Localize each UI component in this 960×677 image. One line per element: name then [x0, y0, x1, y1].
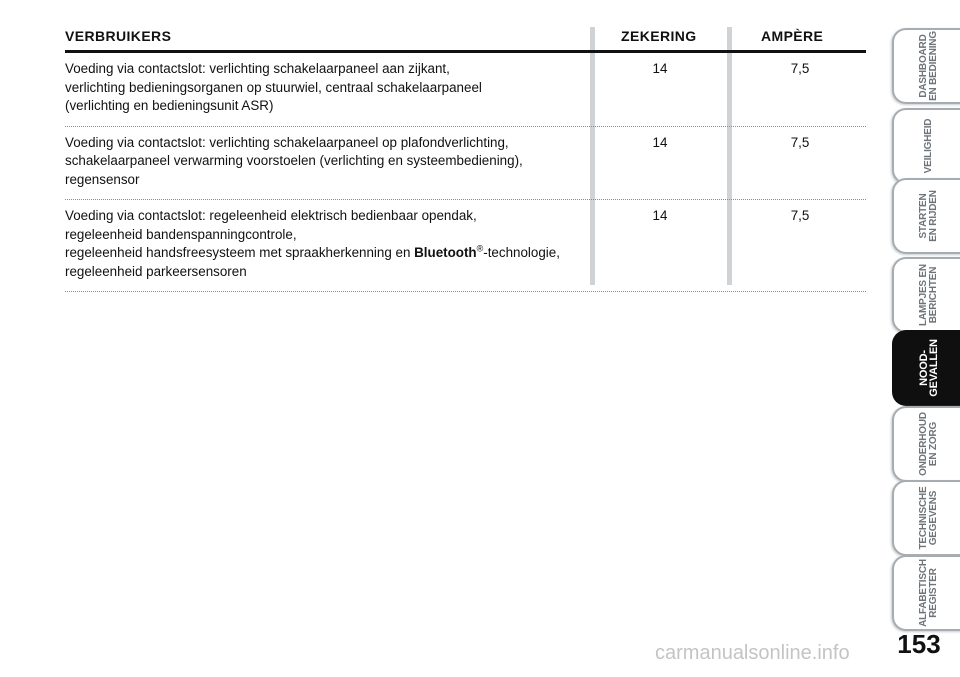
tab-label: ONDERHOUD EN ZORG [918, 412, 939, 476]
tab-label: DASHBOARD EN BEDIENING [918, 31, 939, 101]
table-row [65, 200, 866, 292]
consumer-description [65, 53, 585, 126]
tab-label: VEILIGHEID [923, 118, 934, 174]
description-line: Voeding via contactslot: verlichting schakelaarpaneel op plafondverlichting, [65, 134, 509, 150]
tab-label: LAMPJES EN BERICHTEN [918, 264, 939, 326]
fuse-number: 14 [652, 208, 668, 223]
ampere-value: 7,5 [790, 134, 810, 150]
tab-lampjes[interactable] [892, 257, 960, 333]
tab-technische[interactable] [892, 480, 960, 556]
tab-dashboard[interactable] [892, 28, 960, 104]
header-fuse: ZEKERING [621, 28, 697, 44]
tab-veiligheid[interactable] [892, 108, 960, 184]
description-line: regeleenheid bandenspanningcontrole, [65, 226, 297, 242]
description-line: regeleenheid parkeersensoren [65, 263, 247, 279]
bluetooth-brand: Bluetooth [414, 245, 477, 260]
tab-label: ALFABETISCH REGISTER [918, 559, 939, 627]
consumer-description [65, 200, 585, 291]
description-line: (verlichting en bedieningsunit ASR) [65, 98, 274, 113]
tab-label: NOOD- GEVALLEN [918, 339, 940, 397]
description-line-bluetooth [65, 244, 585, 263]
description-line: Voeding via contactslot: verlichting schakelaarpaneel aan zijkant, [65, 61, 450, 76]
description-line: Voeding via contactslot: regeleenheid elektrisch bedienbaar opendak, [65, 208, 477, 223]
tab-noodgevallen[interactable] [892, 330, 960, 406]
registered-mark: ® [476, 243, 484, 254]
tab-register[interactable] [892, 555, 960, 631]
table-header [65, 24, 866, 50]
bluetooth-line-prefix: regeleenheid handsfreesysteem met spraakherkenning en [65, 245, 415, 260]
consumer-description [65, 127, 585, 200]
header-consumers: VERBRUIKERS [65, 28, 172, 44]
page-number: 153 [897, 629, 941, 659]
tab-onderhoud[interactable] [892, 406, 960, 482]
tab-starten[interactable] [892, 178, 960, 254]
description-line: schakelaarpaneel verwarming voorstoelen (verlichting en systeembediening), [65, 153, 523, 168]
fuse-table [65, 24, 866, 292]
fuse-number: 14 [652, 134, 668, 150]
description-line: regensensor [65, 171, 140, 187]
fuse-number: 14 [652, 61, 668, 76]
header-ampere: AMPÈRE [761, 28, 824, 44]
watermark: carmanualsonline.info [655, 642, 850, 664]
tab-label: STARTEN EN RIJDEN [918, 190, 939, 242]
table-row [65, 53, 866, 127]
table-row [65, 127, 866, 201]
ampere-value: 7,5 [790, 208, 810, 223]
description-line: verlichting bedieningsorganen op stuurwiel, centraal schakelaarpaneel [65, 79, 482, 95]
bluetooth-line-suffix: -technologie, [483, 245, 560, 260]
tab-label: TECHNISCHE GEGEVENS [918, 486, 939, 550]
ampere-value: 7,5 [790, 61, 810, 76]
